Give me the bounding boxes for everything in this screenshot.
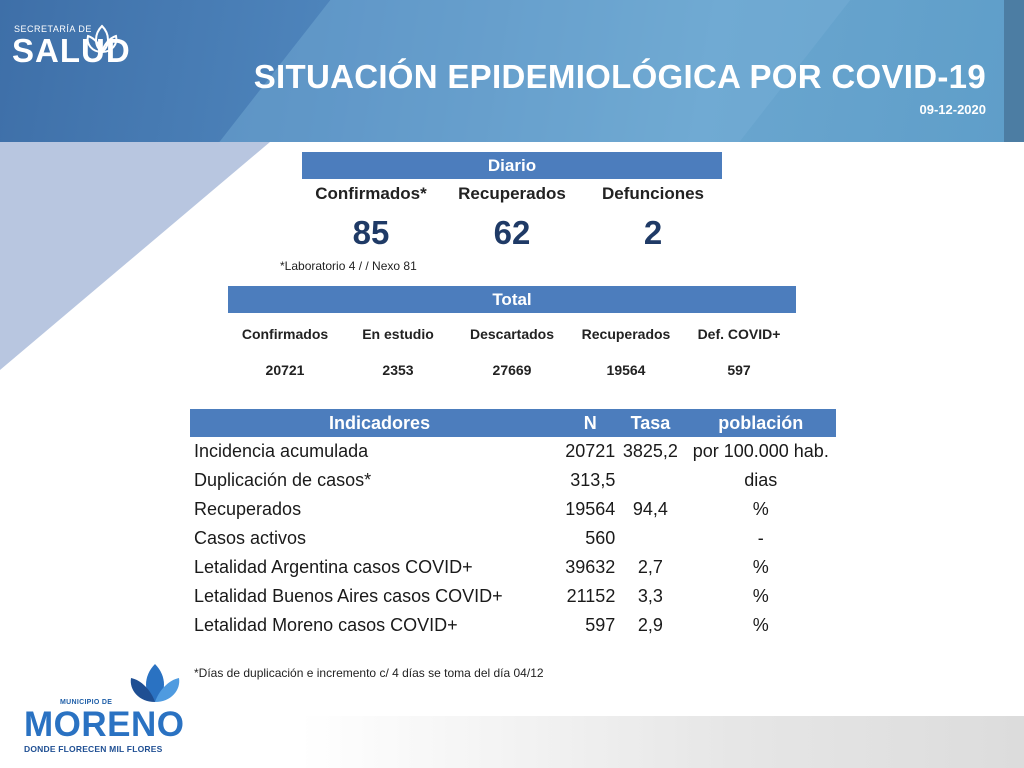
- logo-name-text: MORENO: [24, 705, 185, 744]
- indicator-name: Letalidad Buenos Aires casos COVID+: [194, 586, 503, 606]
- total-header-bar: Total: [228, 286, 796, 313]
- indicator-poblacion: %: [752, 586, 769, 606]
- total-label-descartados: Descartados: [469, 326, 555, 342]
- col-header-n: N: [565, 409, 615, 437]
- lotus-icon: [127, 660, 183, 706]
- indicators-table: [190, 409, 836, 640]
- indicator-n: 20721: [565, 441, 616, 461]
- indicator-n: 313,5: [570, 470, 616, 490]
- diario-value-defunciones: 2: [643, 214, 663, 251]
- col-header-indicadores: Indicadores: [190, 409, 565, 437]
- indicator-tasa: 94,4: [632, 499, 668, 519]
- logo-muni-text: MUNICIPIO DE: [60, 699, 113, 706]
- indicator-n: 597: [585, 615, 616, 635]
- logo-big-text: SALUD: [12, 32, 131, 69]
- logo-small-text: SECRETARÍA DE: [14, 24, 92, 34]
- total-value-recuperados: 19564: [606, 362, 646, 378]
- indicator-poblacion: dias: [744, 470, 778, 490]
- indicator-tasa: 3,3: [637, 586, 663, 606]
- table-row: [190, 466, 836, 495]
- total-label-def-covid: Def. COVID+: [697, 326, 781, 342]
- diario-header-bar: Diario: [302, 152, 722, 179]
- indicators-footnote: *Días de duplicación e incremento c/ 4 días se toma del día 04/12: [194, 666, 544, 680]
- table-row: [190, 582, 836, 611]
- total-value-confirmados: 20721: [265, 362, 305, 378]
- indicator-name: Duplicación de casos*: [194, 470, 372, 490]
- indicator-n: 21152: [566, 586, 616, 606]
- indicator-tasa: 2,9: [637, 615, 663, 635]
- diario-label-recuperados: Recuperados: [458, 184, 566, 203]
- indicator-name: Casos activos: [194, 528, 307, 548]
- indicator-n: 19564: [565, 499, 616, 519]
- col-header-tasa: Tasa: [615, 409, 685, 437]
- total-label-en-estudio: En estudio: [362, 326, 434, 342]
- indicators-header-row: [190, 409, 836, 437]
- diario-value-recuperados: 62: [493, 214, 531, 251]
- indicator-n: 39632: [565, 557, 616, 577]
- table-row: [190, 611, 836, 640]
- col-header-poblacion: población: [686, 409, 836, 437]
- total-value-en-estudio: 2353: [382, 362, 414, 378]
- page-title: SITUACIÓN EPIDEMIOLÓGICA POR COVID-19: [253, 58, 986, 95]
- table-row: [190, 553, 836, 582]
- indicator-poblacion: %: [752, 557, 769, 577]
- diario-footnote: *Laboratorio 4 / / Nexo 81: [280, 259, 417, 273]
- total-label-confirmados: Confirmados: [241, 326, 329, 342]
- diario-label-defunciones: Defunciones: [601, 184, 705, 203]
- header-right-strip: [1004, 0, 1024, 142]
- indicator-poblacion: -: [757, 528, 764, 548]
- lotus-icon: [82, 22, 122, 58]
- diario-label-confirmados: Confirmados*: [315, 184, 427, 203]
- indicator-n: 560: [585, 528, 616, 548]
- moreno-logo: [22, 660, 185, 760]
- footer-gradient: [300, 716, 1024, 768]
- indicator-poblacion: %: [752, 499, 769, 519]
- table-row: [190, 437, 836, 466]
- indicator-tasa: 2,7: [637, 557, 663, 577]
- salud-logo: [12, 24, 131, 68]
- indicator-poblacion: %: [752, 615, 769, 635]
- table-row: [190, 524, 836, 553]
- indicator-poblacion: por 100.000 hab.: [692, 441, 829, 461]
- indicator-tasa: [615, 466, 685, 495]
- total-value-descartados: 27669: [492, 362, 532, 378]
- diario-value-confirmados: 85: [352, 214, 390, 251]
- logo-slogan-text: DONDE FLORECEN MIL FLORES: [24, 744, 163, 754]
- total-label-recuperados: Recuperados: [581, 326, 671, 342]
- indicator-tasa: [615, 524, 685, 553]
- table-row: [190, 495, 836, 524]
- indicator-name: Recuperados: [194, 499, 302, 519]
- indicator-name: Incidencia acumulada: [194, 441, 369, 461]
- indicator-tasa: 3825,2: [622, 441, 678, 461]
- indicator-name: Letalidad Argentina casos COVID+: [194, 557, 473, 577]
- total-value-def-covid: 597: [727, 362, 751, 378]
- indicator-name: Letalidad Moreno casos COVID+: [194, 615, 458, 635]
- report-date: 09-12-2020: [919, 102, 986, 117]
